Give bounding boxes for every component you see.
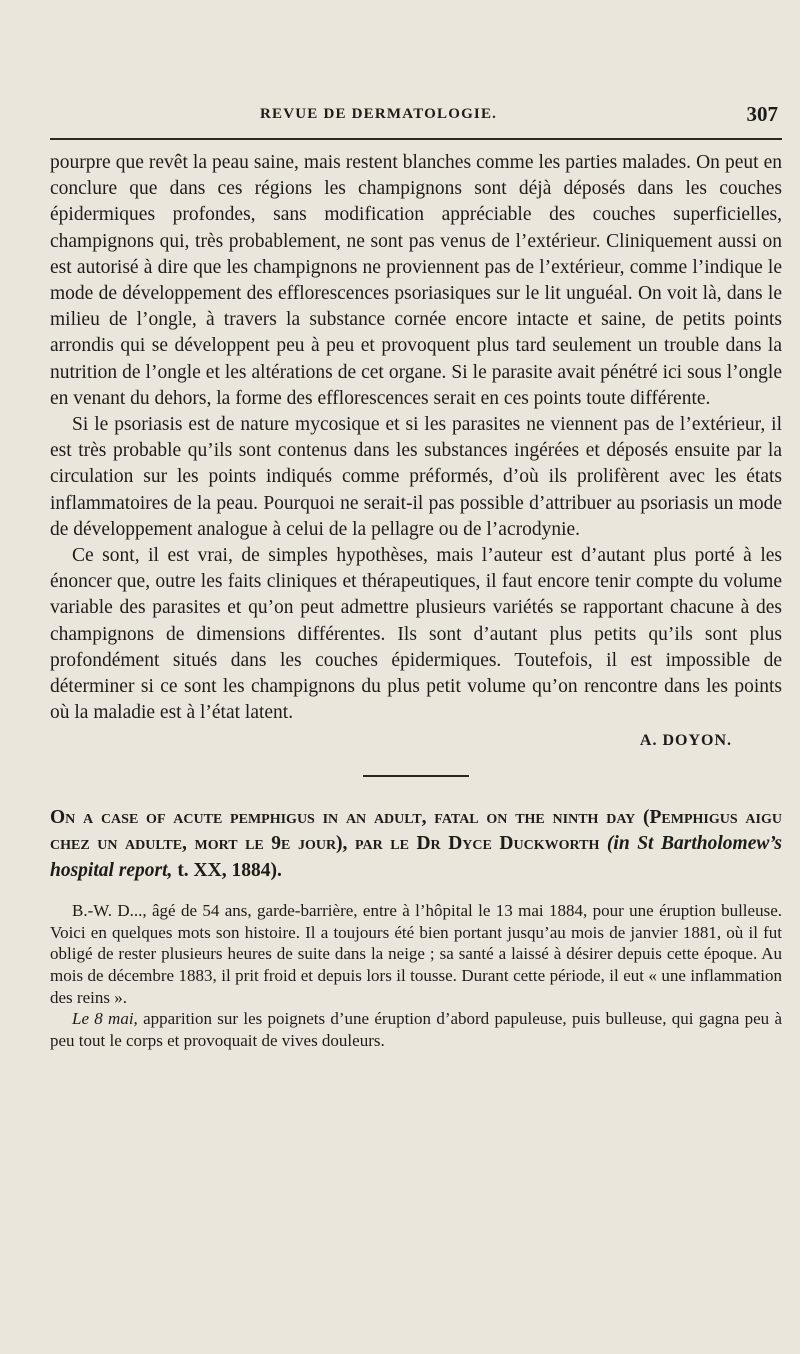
case-paragraph bbox=[50, 1008, 782, 1051]
paragraph: pourpre que revêt la peau saine, mais restent blanches comme les parties malades. On peut en conclure que dans ces régions les champignons sont déjà déposés dans les couches épidermiques profondes, sans modification appréciable des couches superficielles, champignons qui, très probablement, ne sont pas venus de l’extérieur. Cliniquement aussi on est autorisé à dire que les champignons ne proviennent pas de l’extérieur, comme l’indique le mode de développement des efflorescences psoriasiques sur le lit unguéal. On voit là, dans le milieu de l’ongle, à travers la substance cornée encore intacte et saine, de petits points arrondis qui se développent peu à peu et provoquent plus tard seulement un trouble dans la nutrition de l’ongle et les altérations de cet organe. Si le parasite avait pénétré ici sous l’ongle en venant du dehors, la forme des efflorescences serait en ces points toute différente. bbox=[50, 152, 782, 409]
article-title-ref: t. XX, 1884). bbox=[177, 859, 282, 881]
article-title bbox=[50, 805, 782, 885]
case-date: Le 8 mai, bbox=[72, 1009, 138, 1029]
section-separator bbox=[363, 775, 469, 777]
article-title-main: On a case of acute pemphigus in an adult, fatal on the ninth day (Pemphigus aigu chez un adulte, mort le 9e jour), par le Dr Dyce Duckworth bbox=[50, 806, 782, 855]
case-text: apparition sur les poignets d’une éruption d’abord papuleuse, puis bulleuse, qui gagna peu à peu tout le corps et provoquait de vives douleurs. bbox=[50, 1009, 783, 1050]
paragraph: Ce sont, il est vrai, de simples hypothèses, mais l’auteur est d’autant plus porté à les énoncer que, outre les faits cliniques et thérapeutiques, il faut encore tenir compte du volume variable des parasites et qu’on peut admettre plusieurs variétés se rapportant chacune à des champignons de dimensions différentes. Ils sont d’autant plus petits qu’ils sont plus profondément situés dans les couches épidermiques. Toutefois, il est impossible de déterminer si ce sont les champignons du plus petit volume qu’on rencontre dans les points où la maladie est à l’état latent. bbox=[50, 545, 782, 724]
case-report bbox=[50, 900, 782, 1051]
article-title-source: (in St Bartholomew’s hospital report, bbox=[50, 833, 783, 881]
header-rule bbox=[50, 138, 782, 140]
case-paragraph: B.-W. D..., âgé de 54 ans, garde-barrière, entre à l’hôpital le 13 mai 1884, pour une éruption bulleuse. Voici en quelques mots son histoire. Il a toujours été bien portant jusqu’au mois de janvier 1881, où il fut obligé de rester plusieurs heures de suite dans la neige ; sa santé a laissé à désirer depuis cette époque. Au mois de décembre 1883, il prit froid et depuis lors il tousse. Durant cette période, il eut « une inflammation des reins ». bbox=[50, 901, 782, 1007]
main-text bbox=[50, 150, 782, 1051]
running-title: REVUE DE DERMATOLOGIE. bbox=[260, 106, 498, 122]
author-signature: A. DOYON. bbox=[639, 732, 732, 750]
running-head bbox=[50, 104, 782, 128]
paragraph: Si le psoriasis est de nature mycosique et si les parasites ne viennent pas de l’extérieur, il est très probable qu’ils sont contenus dans les substances ingérées et déposés ensuite par la circulation sur les points indiqués comme préformés, d’où ils prolifèrent avec les états inflammatoires de la peau. Pourquoi ne serait-il pas possible d’attribuer au psoriasis un mode de développement analogue à celui de la pellagre ou de l’acrodynie. bbox=[50, 414, 782, 540]
page-number: 307 bbox=[746, 102, 778, 126]
